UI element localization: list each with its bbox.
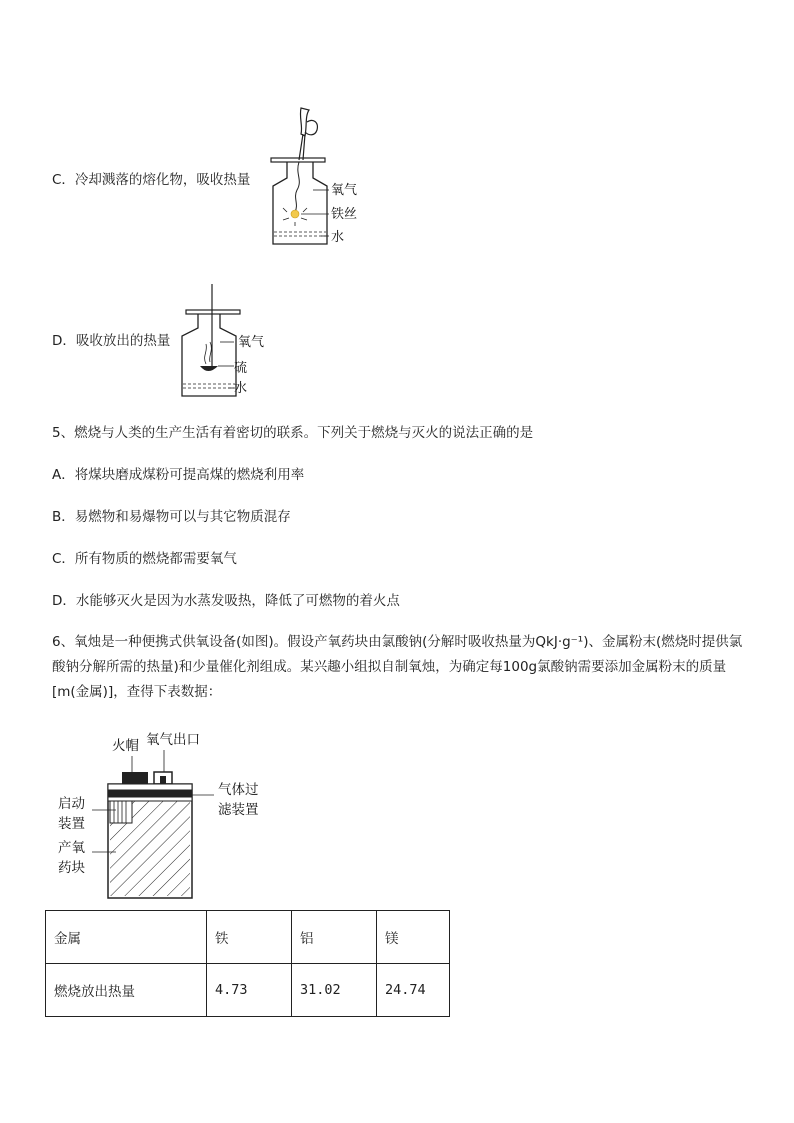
option-d-text: D．吸收放出的热量 <box>52 333 171 349</box>
metal-heat-table <box>45 910 450 1017</box>
label-start-2: 装置 <box>58 816 85 832</box>
table-cell: 31.02 <box>292 964 377 1017</box>
table-row <box>46 964 450 1017</box>
q5-option-d: D．水能够灭火是因为水蒸发吸热，降低了可燃物的着火点 <box>52 593 400 609</box>
table-cell: 金属 <box>46 911 207 964</box>
q5-option-b: B．易燃物和易爆物可以与其它物质混存 <box>52 509 291 525</box>
label-filter-2: 滤装置 <box>218 802 259 818</box>
table-header-row <box>46 911 450 964</box>
label-start-1: 启动 <box>58 796 85 812</box>
figure-oxygen-candle <box>52 728 282 900</box>
label-oxygen: 氧气 <box>238 335 265 350</box>
option-c-text: C．冷却溅落的熔化物，吸收热量 <box>52 172 251 188</box>
label-water: 水 <box>234 381 248 396</box>
label-block-2: 药块 <box>58 860 85 876</box>
q6-stem: 6、氧烛是一种便携式供氧设备(如图)。假设产氧药块由氯酸钠(分解时吸收热量为QkJ·g⁻¹)、金属粉末(燃烧时提供氯酸钠分解所需的热量)和少量催化剂组成。某兴趣小组拟自制氧烛，为确定每100g氯酸钠需要添加金属粉末的质量[m(金属)]，查得下表数据： <box>52 634 743 700</box>
table-cell: 铝 <box>292 911 377 964</box>
q5-stem: 5、燃烧与人类的生产生活有着密切的联系。下列关于燃烧与灭火的说法正确的是 <box>52 425 534 441</box>
table-cell: 燃烧放出热量 <box>46 964 207 1017</box>
label-oxygen-outlet: 氧气出口 <box>146 732 200 748</box>
table-cell: 镁 <box>377 911 450 964</box>
q5-option-c: C．所有物质的燃烧都需要氧气 <box>52 551 237 567</box>
label-filter-1: 气体过 <box>218 782 259 798</box>
table-cell: 铁 <box>207 911 292 964</box>
label-water: 水 <box>331 230 345 245</box>
label-iron-wire: 铁丝 <box>331 207 358 222</box>
figure-sulfur-combustion <box>172 284 282 400</box>
label-sulfur: 硫 <box>234 361 248 376</box>
label-cap: 火帽 <box>112 738 139 754</box>
q5-option-a: A．将煤块磨成煤粉可提高煤的燃烧利用率 <box>52 467 305 483</box>
label-oxygen: 氧气 <box>331 183 358 198</box>
label-block-1: 产氧 <box>58 840 85 856</box>
table-cell: 4.73 <box>207 964 292 1017</box>
table-cell: 24.74 <box>377 964 450 1017</box>
figure-iron-combustion <box>265 104 375 250</box>
